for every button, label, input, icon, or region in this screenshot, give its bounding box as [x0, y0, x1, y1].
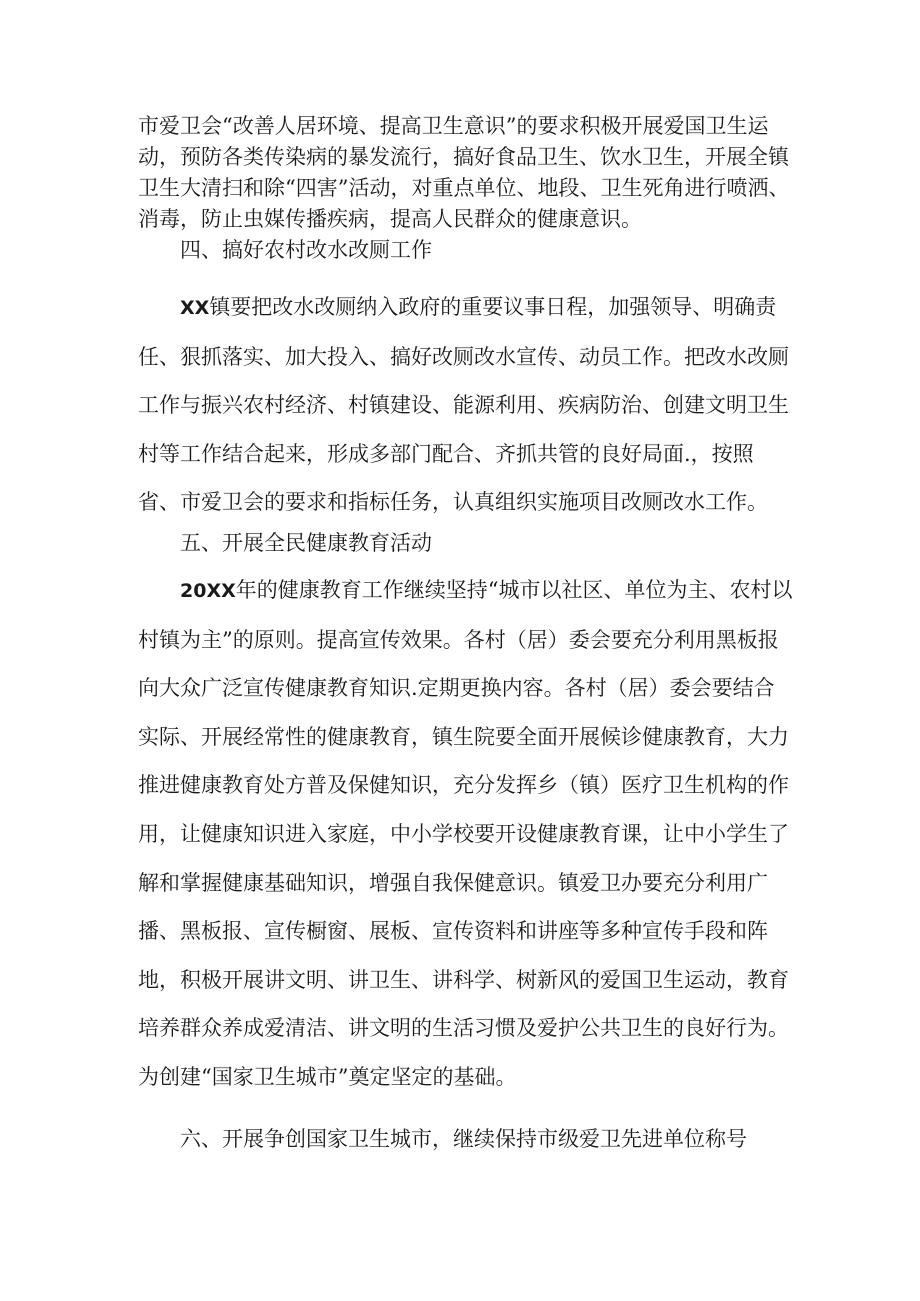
section-5-text: 年的健康教育工作继续坚持“城市以社区、单位为主、农村以村镇为主”的原则。提高宣传效果。各村（居）委会要充分利用黑板报向大众广泛宣传健康教育知识.定期更换内容。各村（居）委会要结合实际、开展经常性的健康教育，镇生院要全面开展候诊健康教育，大力推进健康教育处方普及保健知识，充分发挥乡（镇）医疗卫生机构的作用，让健康知识进入家庭，中小学校要开设健康教育课，让中小学生了解和掌握健康基础知识，增强自我保健意识。镇爱卫办要充分利用广播、黑板报、宣传橱窗、展板、宣传资料和讲座等多种宣传手段和阵地，积极开展讲文明、讲卫生、讲科学、树新风的爱国卫生运动，教育培养群众养成爱清洁、讲文明的生活习惯及爱护公共卫生的良好行为。为创建“国家卫生城市”奠定坚定的基础。 [138, 578, 793, 1089]
section-heading-4: 四、搞好农村改水改厕工作 [180, 238, 432, 262]
section-4-paragraph [138, 283, 793, 527]
intro-paragraph: 市爱卫会“改善人居环境、提高卫生意识”的要求积极开展爱国卫生运动，预防各类传染病的暴发流行，搞好食品卫生、饮水卫生，开展全镇卫生大清扫和除“四害”活动，对重点单位、地段、卫生死角进行喷洒、消毒，防止虫媒传播疾病，提高人民群众的健康意识。 [138, 114, 790, 231]
section-4-lead: XX [180, 297, 210, 319]
section-4-text: 镇要把改水改厕纳入政府的重要议事日程，加强领导、明确责任、狠抓落实、加大投入、搞好改厕改水宣传、动员工作。把改水改厕工作与振兴农村经济、村镇建设、能源利用、疾病防治、创建文明卫生村等工作结合起来，形成多部门配合、齐抓共管的良好局面.，按照省、市爱卫会的要求和指标任务，认真组织实施项目改厕改水工作。 [138, 295, 789, 515]
section-heading-6: 六、开展争创国家卫生城市，继续保持市级爱卫先进单位称号 [180, 1127, 747, 1151]
section-5-paragraph [138, 566, 793, 1102]
section-5-lead: 20XX [180, 580, 236, 602]
section-heading-5: 五、开展全民健康教育活动 [180, 531, 432, 555]
